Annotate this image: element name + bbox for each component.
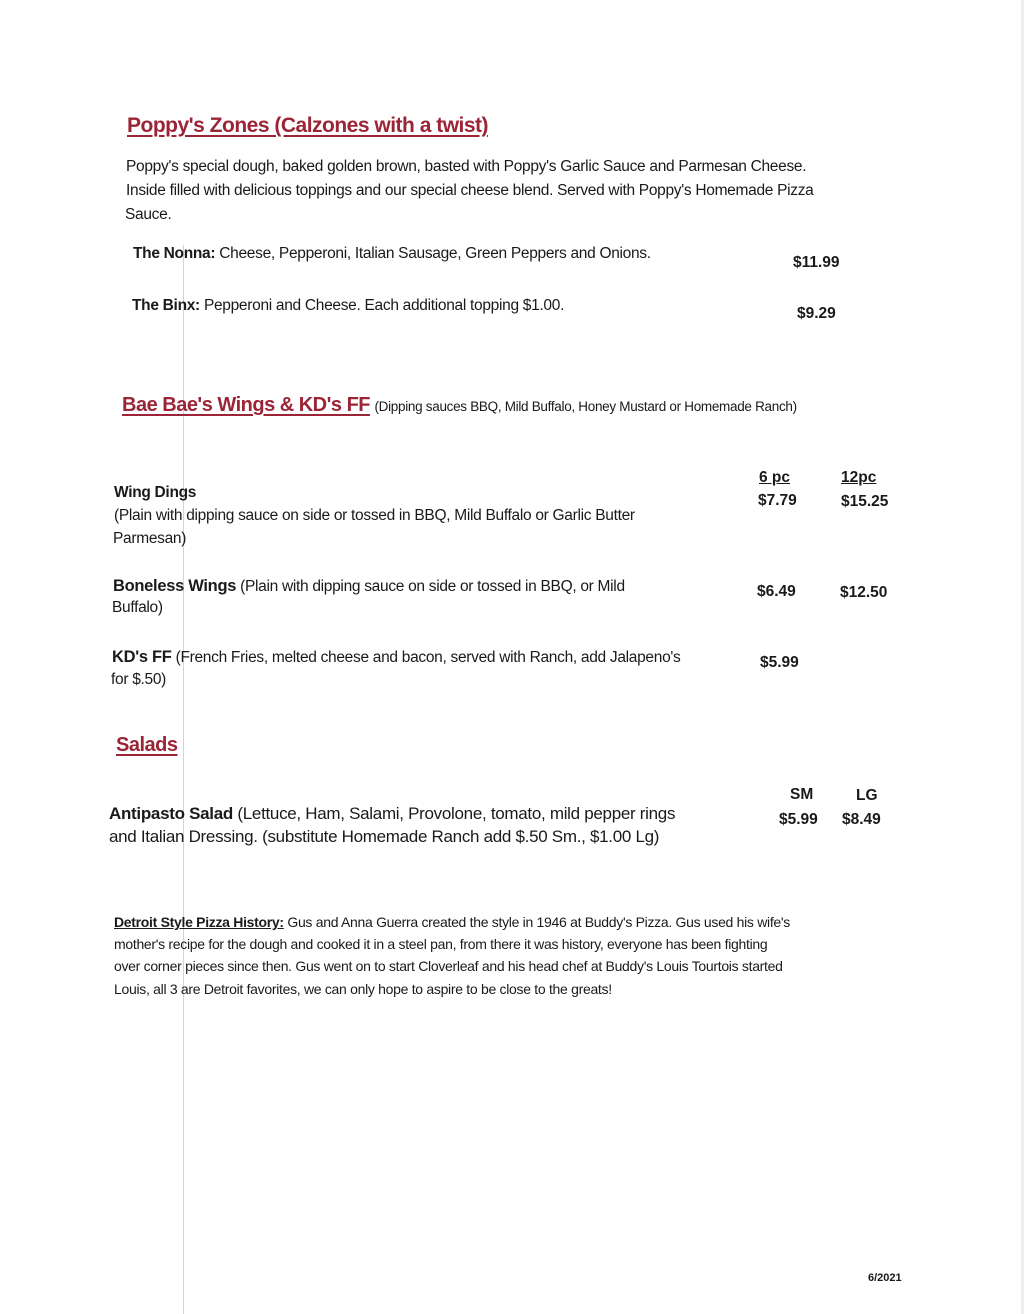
calzones-desc-line: Sauce. (125, 206, 172, 223)
item-desc: (Lettuce, Ham, Salami, Provolone, tomato, mild pepper rings (237, 804, 676, 823)
col-header-6pc: 6 pc (759, 469, 791, 486)
item-price: $7.79 (758, 492, 797, 509)
item-price: $8.49 (842, 811, 881, 828)
item-desc: Pepperoni and Cheese. Each additional topping $1.00. (203, 297, 565, 314)
item-price: $11.99 (793, 254, 840, 271)
calzones-desc-line: Inside filled with delicious toppings and our special cheese blend. Served with Poppy's Homemade Pizza (126, 182, 814, 199)
menu-item-the-binx (132, 297, 564, 315)
salads-heading: Salads (116, 734, 178, 756)
item-desc: for $.50) (111, 671, 167, 688)
calzones-heading: Poppy's Zones (Calzones with a twist) (127, 114, 489, 137)
item-desc: and Italian Dressing. (substitute Homemade Ranch add $.50 Sm., $1.00 Lg) (109, 827, 660, 846)
item-price: $5.99 (760, 654, 799, 671)
menu-item-kds-ff (112, 648, 681, 667)
item-desc: (Plain with dipping sauce on side or tossed in BBQ, Mild Buffalo or Garlic Butter (114, 507, 635, 524)
history-text: Gus and Anna Guerra created the style in 1946 at Buddy's Pizza. Gus used his wife's (283, 914, 790, 930)
item-desc: (Plain with dipping sauce on side or tossed in BBQ, or Mild (240, 578, 625, 595)
item-price: $12.50 (840, 584, 888, 601)
col-header-12pc: 12pc (841, 469, 877, 486)
wings-note: (Dipping sauces BBQ, Mild Buffalo, Honey Mustard or Homemade Ranch) (374, 399, 797, 414)
item-desc: Cheese, Pepperoni, Italian Sausage, Green Peppers and Onions. (219, 245, 651, 262)
history-label: Detroit Style Pizza History: (114, 914, 284, 930)
footer-date: 6/2021 (868, 1272, 902, 1284)
item-desc: Parmesan) (113, 530, 187, 547)
item-price: $15.25 (841, 493, 889, 510)
item-desc: Buffalo) (112, 599, 163, 616)
item-price: $5.99 (779, 811, 818, 828)
history-line: Louis, all 3 are Detroit favorites, we can only hope to aspire to be close to the greats! (114, 981, 612, 997)
col-header-sm: SM (790, 786, 814, 803)
menu-item-boneless-wings (113, 577, 625, 596)
history-line: mother's recipe for the dough and cooked it in a steel pan, from there it was history, everyone has been fighting (114, 936, 768, 952)
wings-heading-row (122, 394, 797, 417)
menu-item-the-nonna (133, 245, 651, 263)
item-name: The Binx: (132, 297, 200, 314)
history-line: over corner pieces since then. Gus went on to start Cloverleaf and his head chef at Buddy's Louis Tourtois started (114, 958, 783, 974)
col-header-lg: LG (856, 787, 878, 804)
item-price: $6.49 (757, 583, 796, 600)
item-name: Wing Dings (114, 484, 197, 501)
item-name: The Nonna: (133, 245, 216, 262)
item-price: $9.29 (797, 305, 836, 322)
item-name: Boneless Wings (113, 577, 237, 595)
item-desc: (French Fries, melted cheese and bacon, served with Ranch, add Jalapeno's (175, 649, 681, 666)
item-name: KD's FF (112, 648, 172, 666)
menu-item-antipasto-salad (109, 804, 675, 824)
item-name: Antipasto Salad (109, 804, 233, 823)
history-line (114, 914, 790, 930)
calzones-desc-line: Poppy's special dough, baked golden brown, basted with Poppy's Garlic Sauce and Parmesan Cheese. (126, 158, 807, 175)
wings-heading: Bae Bae's Wings & KD's FF (122, 394, 370, 416)
